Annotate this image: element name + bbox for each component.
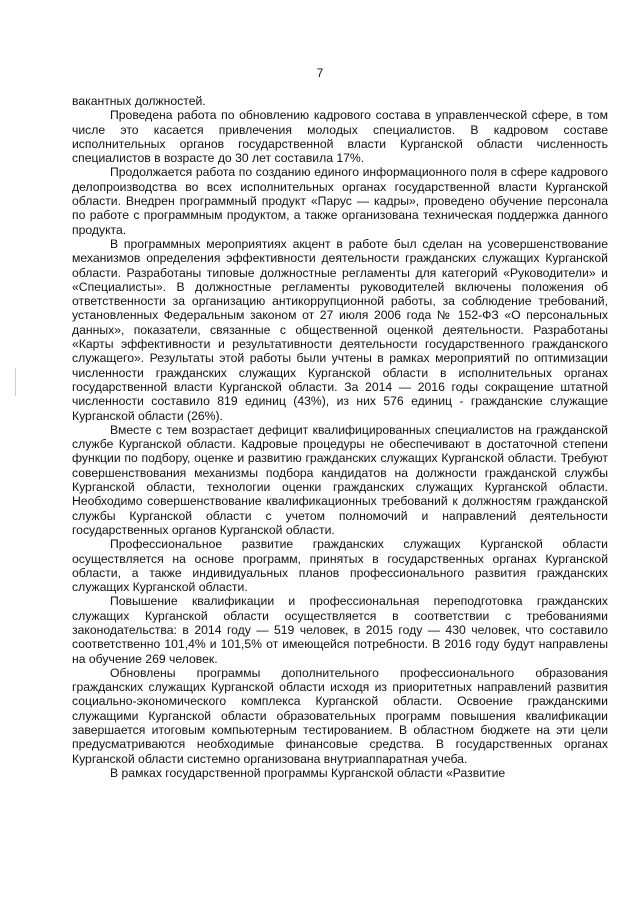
paragraph-specialist-deficit: Вместе с тем возрастает дефицит квалифицированных специалистов на гражданской службе Курганской области. Кадровые процедуры не обеспечивают в достаточной степени функции по подбору, оценке и развитию гражданских служащих Курганской области. Требуют совершенствования механизмы подбора кандидатов на должности гражданской службы Курганской области, технологии оценки гражданских служащих Курганской области. Необходимо совершенствование квалификационных требований к должностям гражданской службы Курганской области с учетом полномочий и направлений деятельности государственных органов Курганской области.: [72, 422, 608, 537]
page-number: 7: [316, 66, 324, 80]
paragraph-information-field: Продолжается работа по созданию единого информационного поля в сфере кадрового делопроизводства во всех исполнительных органах государственной власти Курганской области. Внедрен программный продукт «Парус — кадры», проведено обучение персонала по работе с программным продуктом, а также организована техническая поддержка данного продукта.: [72, 165, 608, 237]
paragraph-qualification: Повышение квалификации и профессиональная переподготовка гражданских служащих Курганской области осуществляется в соответствии с требованиями законодательства: в 2014 году — 519 человек, в 2015 году — 430 человек, что составило соответственно 101,4% и 101,5% от имеющейся потребности. В 2016 году будут направлены на обучение 269 человек.: [72, 594, 608, 666]
paragraph-program-activities: В программных мероприятиях акцент в работе был сделан на усовершенствование механизмов определения эффективности деятельности гражданских служащих Курганской области. Разработаны типовые должностные регламенты для категорий «Руководители» и «Специалисты». В должностные регламенты руководителей включены положения об ответственности за организацию антикоррупционной работы, за соблюдение требований, установленных Федеральным законом от 27 июля 2006 года № 152-ФЗ «О персональных данных», показатели, связанные с общественной оценкой деятельности. Разработаны «Карты эффективности и результативности деятельности государственного гражданского служащего». Результаты этой работы были учтены в рамках мероприятий по оптимизации численности гражданских служащих Курганской области в исполнительных органах государственной власти Курганской области. За 2014 — 2016 годы сокращение штатной численности составило 819 единиц (43%), из них 576 единиц - гражданские служащие Курганской области (26%).: [72, 236, 608, 423]
paragraph-continuation: вакантных должностей.: [72, 94, 206, 108]
margin-mark: [15, 368, 16, 396]
paragraph-state-program: В рамках государственной программы Курганской области «Развитие: [110, 765, 506, 780]
paragraph-staff-renewal: Проведена работа по обновлению кадрового состава в управленческой сфере, в том числе это касается привлечения молодых специалистов. В кадровом составе исполнительных органов государственной власти Курганской области численность специалистов в возрасте до 30 лет составила 17%.: [72, 108, 608, 166]
paragraph-professional-development: Профессиональное развитие гражданских служащих Курганской области осуществляется на основе программ, принятых в государственных органах Курганской области, а также индивидуальных планов профессионального развития гражданских служащих Курганской области.: [72, 537, 608, 595]
paragraph-education-programs: Обновлены программы дополнительного профессионального образования гражданских служащих Курганской области исходя из приоритетных направлений развития социально-экономического комплекса Курганской области. Освоение гражданскими служащими Курганской области образовательных программ повышения квалификации завершается итоговым компьютерным тестированием. В областном бюджете на эти цели предусматриваются необходимые финансовые средства. В государственных органах Курганской области системно организована внутриаппаратная учеба.: [72, 665, 608, 766]
body-text: [72, 94, 608, 780]
